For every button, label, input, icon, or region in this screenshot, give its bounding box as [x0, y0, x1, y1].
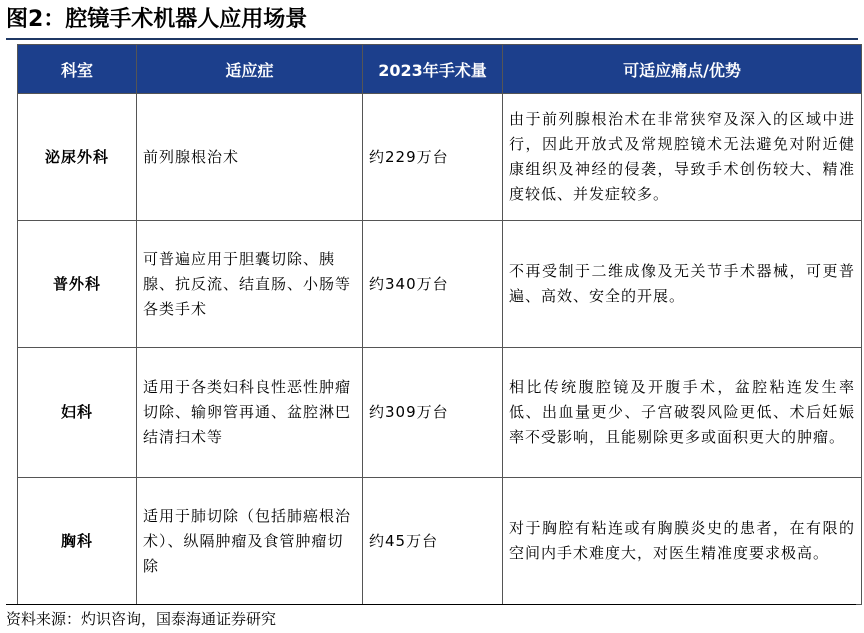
- volume-cell: 约229万台: [363, 94, 503, 221]
- title-divider: [6, 38, 858, 40]
- department-cell: 泌尿外科: [18, 94, 137, 221]
- column-header-indication: 适应症: [137, 45, 363, 94]
- advantage-cell: 对于胸腔有粘连或有胸膜炎史的患者，在有限的空间内手术难度大，对医生精准度要求极高。: [503, 478, 862, 605]
- table-row: [18, 94, 862, 221]
- indication-cell: 适用于肺切除（包括肺癌根治术）、纵隔肿瘤及食管肿瘤切除: [137, 478, 363, 605]
- volume-cell: 约45万台: [363, 478, 503, 605]
- table-header-row: [18, 45, 862, 94]
- volume-cell: 约309万台: [363, 348, 503, 478]
- column-header-volume: 2023年手术量: [363, 45, 503, 94]
- advantage-cell: 由于前列腺根治术在非常狭窄及深入的区域中进行，因此开放式及常规腔镜术无法避免对附近健康组织及神经的侵袭，导致手术创伤较大、精准度较低、并发症较多。: [503, 94, 862, 221]
- table-row: [18, 221, 862, 348]
- advantage-cell: 不再受制于二维成像及无关节手术器械，可更普遍、高效、安全的开展。: [503, 221, 862, 348]
- department-cell: 妇科: [18, 348, 137, 478]
- indication-cell: 前列腺根治术: [137, 94, 363, 221]
- volume-cell: 约340万台: [363, 221, 503, 348]
- column-header-advantage: 可适应痛点/优势: [503, 45, 862, 94]
- department-cell: 普外科: [18, 221, 137, 348]
- page-title: 图2：腔镜手术机器人应用场景: [6, 7, 308, 32]
- table-row: [18, 348, 862, 478]
- table-row: [18, 478, 862, 605]
- source-note: 资料来源：灼识咨询，国泰海通证券研究: [6, 604, 856, 631]
- column-header-department: 科室: [18, 45, 137, 94]
- indication-cell: 适用于各类妇科良性恶性肿瘤切除、输卵管再通、盆腔淋巴结清扫术等: [137, 348, 363, 478]
- indication-cell: 可普遍应用于胆囊切除、胰腺、抗反流、结直肠、小肠等各类手术: [137, 221, 363, 348]
- advantage-cell: 相比传统腹腔镜及开腹手术，盆腔粘连发生率低、出血量更少、子宫破裂风险更低、术后妊娠率不受影响，且能剔除更多或面积更大的肿瘤。: [503, 348, 862, 478]
- department-cell: 胸科: [18, 478, 137, 605]
- application-table: [17, 44, 862, 605]
